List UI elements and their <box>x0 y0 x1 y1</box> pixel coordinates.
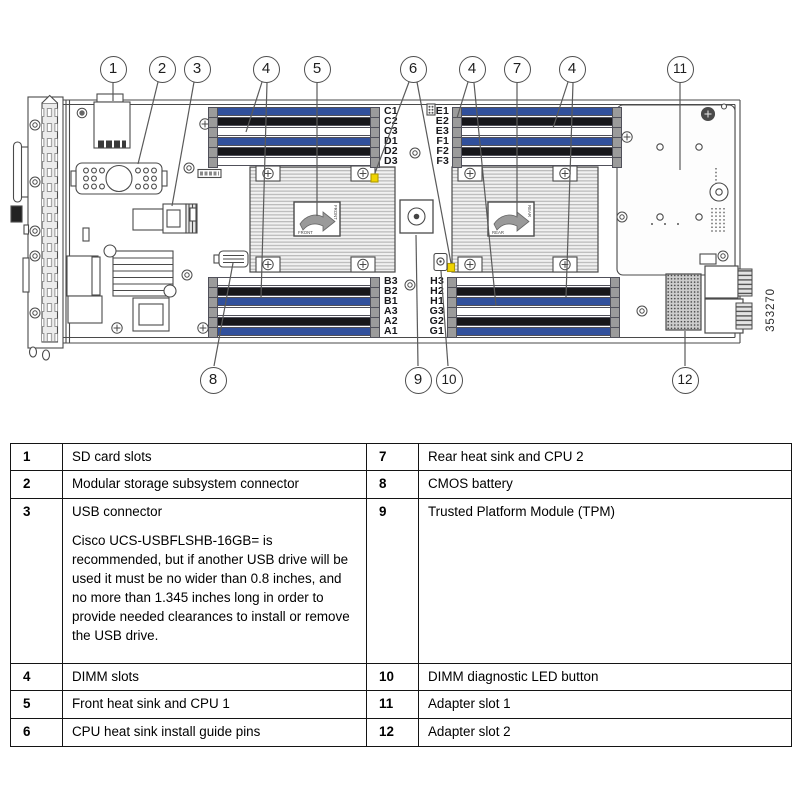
legend-desc-title: USB connector <box>72 504 163 519</box>
dimm-slot-label: H1 <box>430 295 444 307</box>
dimm-slot-label: G1 <box>429 325 444 337</box>
dimm-slot-label: C2 <box>384 115 398 127</box>
dimm-slot-label: F3 <box>436 155 449 167</box>
legend-desc: CPU heat sink install guide pins <box>63 719 367 747</box>
dimm-slot-label: H2 <box>430 285 444 297</box>
legend-num: 4 <box>11 664 63 691</box>
ejector-handle <box>14 142 29 202</box>
callout-7: 7 <box>504 56 531 83</box>
dimm-slot-label: F2 <box>436 145 449 157</box>
dimm-slot-h3 <box>447 277 620 286</box>
legend-num: 12 <box>367 719 419 747</box>
dimm-slot-e3 <box>452 127 622 136</box>
dimm-slot-a1 <box>208 327 380 336</box>
legend-desc: Trusted Platform Module (TPM) <box>419 499 792 664</box>
legend-num: 5 <box>11 691 63 719</box>
legend-num: 8 <box>367 471 419 499</box>
callout-6: 6 <box>400 56 427 83</box>
adapter-slot-2 <box>666 274 701 330</box>
callout-8: 8 <box>200 367 227 394</box>
dimm-slot-label: D3 <box>384 155 398 167</box>
callout-5: 5 <box>304 56 331 83</box>
rear-heat-sink <box>452 166 598 272</box>
legend-num: 1 <box>11 444 63 471</box>
dimm-slot-e1 <box>452 107 622 116</box>
front-panel <box>11 96 70 361</box>
guide-pin-front <box>371 174 378 182</box>
legend-desc-note: Cisco UCS-USBFLSHB-16GB= is recommended, but if another USB drive will be used it must be no wider than 0.8 inches, and no more than 1.345 inches long in order to provide needed clearances to install or remove the USB drive. <box>72 532 350 643</box>
dimm-slot-e2 <box>452 117 622 126</box>
dimm-slot-label: B3 <box>384 275 398 287</box>
tpm <box>400 200 433 233</box>
guide-pin-rear <box>448 264 455 272</box>
legend-desc: Rear heat sink and CPU 2 <box>419 444 792 471</box>
dimm-slot-label: D1 <box>384 135 398 147</box>
adapter-slot-1 <box>617 104 735 275</box>
dimm-slot-h2 <box>447 287 620 296</box>
modular-storage-connector <box>71 163 167 194</box>
dimm-slot-a3 <box>208 307 380 316</box>
legend-row <box>11 471 792 499</box>
chip <box>133 298 169 331</box>
legend-desc: Adapter slot 1 <box>419 691 792 719</box>
callout-3: 3 <box>184 56 211 83</box>
dimm-slot-d2 <box>208 147 380 156</box>
dimm-slot-label: A2 <box>384 315 398 327</box>
callout-4a: 4 <box>253 56 280 83</box>
dimm-slot-a2 <box>208 317 380 326</box>
dimm-slot-g1 <box>447 327 620 336</box>
callout-11: 11 <box>667 56 694 83</box>
legend-desc: DIMM diagnostic LED button <box>419 664 792 691</box>
dimm-slot-f1 <box>452 137 622 146</box>
dimm-slot-label: C1 <box>384 105 398 117</box>
dimm-slot-label: F1 <box>436 135 449 147</box>
dimm-slot-b1 <box>208 297 380 306</box>
legend-num: 11 <box>367 691 419 719</box>
dimm-slot-g3 <box>447 307 620 316</box>
aux-heatsink <box>104 245 176 297</box>
callout-2: 2 <box>149 56 176 83</box>
front-button <box>11 206 22 222</box>
dimm-slot-label: D2 <box>384 145 398 157</box>
dimm-slot-f2 <box>452 147 622 156</box>
legend-row <box>11 499 792 664</box>
legend-num: 10 <box>367 664 419 691</box>
legend-desc: CMOS battery <box>419 471 792 499</box>
dimm-slot-c1 <box>208 107 380 116</box>
dimm-slot-f3 <box>452 157 622 166</box>
front-label-text: FRONT <box>298 230 313 235</box>
legend-row <box>11 719 792 747</box>
dimm-led-button <box>434 254 447 271</box>
legend-num: 7 <box>367 444 419 471</box>
dimm-slot-c2 <box>208 117 380 126</box>
legend-desc <box>63 499 367 664</box>
rear-label-text-side: REAR <box>527 205 532 217</box>
legend-num: 2 <box>11 471 63 499</box>
callout-9: 9 <box>405 367 432 394</box>
dimm-slot-label: E2 <box>435 115 449 127</box>
dimm-slot-label: A1 <box>384 325 398 337</box>
dimm-slot-c3 <box>208 127 380 136</box>
legend-desc: DIMM slots <box>63 664 367 691</box>
legend-desc: Adapter slot 2 <box>419 719 792 747</box>
dimm-slot-label: G3 <box>429 305 444 317</box>
legend-desc: Modular storage subsystem connector <box>63 471 367 499</box>
legend-row <box>11 691 792 719</box>
legend-row <box>11 444 792 471</box>
legend-desc: SD card slots <box>63 444 367 471</box>
rear-connectors <box>700 254 752 333</box>
callout-4c: 4 <box>559 56 586 83</box>
dimm-slot-g2 <box>447 317 620 326</box>
cmos-battery <box>214 251 248 267</box>
usb-connector <box>133 204 197 233</box>
dimm-slot-label: A3 <box>384 305 398 317</box>
dimm-slot-label: B2 <box>384 285 398 297</box>
dimm-slot-label: B1 <box>384 295 398 307</box>
legend-desc: Front heat sink and CPU 1 <box>63 691 367 719</box>
callout-1: 1 <box>100 56 127 83</box>
dimm-slot-label: H3 <box>430 275 444 287</box>
legend-num: 6 <box>11 719 63 747</box>
dimm-slot-label: E3 <box>435 125 449 137</box>
legend-row <box>11 664 792 691</box>
dimm-slot-b2 <box>208 287 380 296</box>
dimm-slot-h1 <box>447 297 620 306</box>
legend-table <box>10 443 792 747</box>
callout-4b: 4 <box>459 56 486 83</box>
sd-card-slots <box>94 94 130 148</box>
rear-label-text: REAR <box>492 230 504 235</box>
dimm-slot-d1 <box>208 137 380 146</box>
dimm-slot-label: C3 <box>384 125 398 137</box>
dimm-slot-label: G2 <box>429 315 444 327</box>
part-number: 353270 <box>765 288 777 332</box>
front-label-text-side: FRONT <box>333 205 338 220</box>
callout-12: 12 <box>672 367 699 394</box>
legend-num: 3 <box>11 499 63 664</box>
callout-10: 10 <box>436 367 463 394</box>
dimm-slot-b3 <box>208 277 380 286</box>
legend-num: 9 <box>367 499 419 664</box>
dimm-slot-d3 <box>208 157 380 166</box>
dimm-slot-label: E1 <box>435 105 449 117</box>
